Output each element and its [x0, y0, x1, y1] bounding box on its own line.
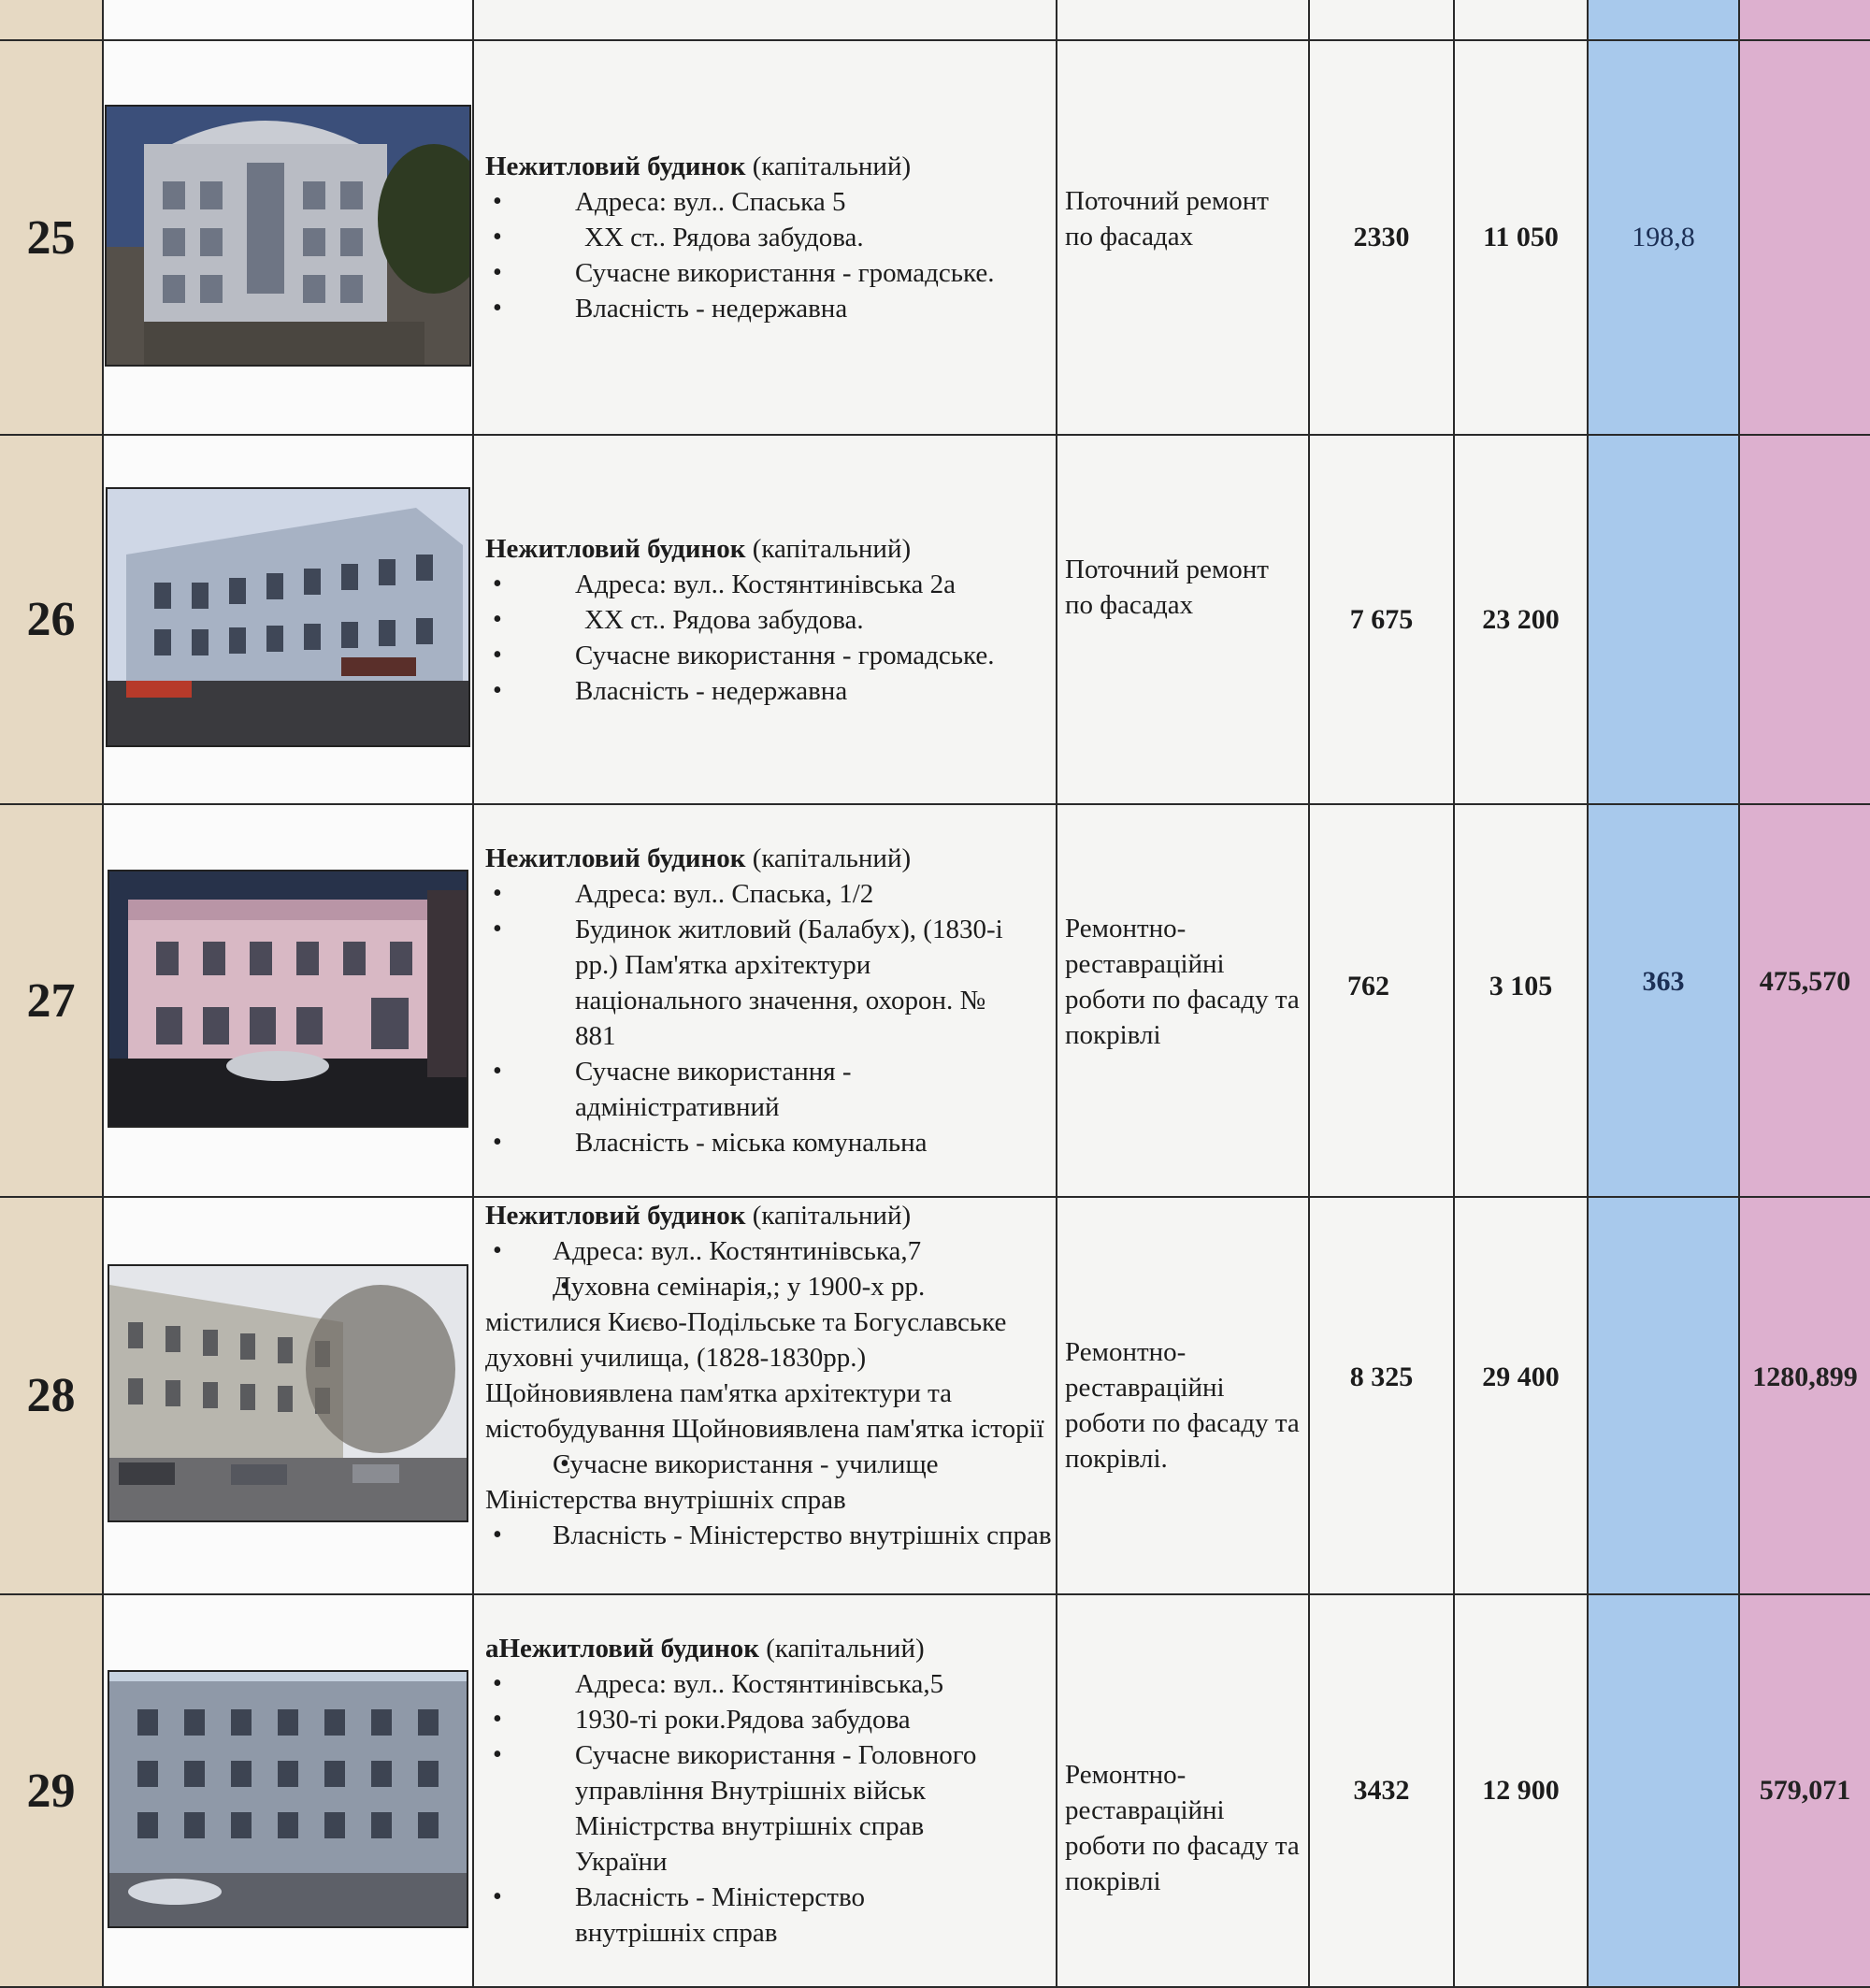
detail-ownership: • Власність - міська комунальна [485, 1125, 1046, 1160]
blue-value [1588, 1197, 1739, 1594]
area-cell [1309, 0, 1454, 40]
table-row [0, 435, 1870, 804]
pink-value: 1280,899 [1739, 1197, 1870, 1594]
detail-ownership: • Власність - недержавна [485, 291, 1046, 326]
building-details-list [485, 184, 1046, 326]
area-value: 3432 [1309, 1594, 1454, 1987]
table-row [0, 804, 1870, 1197]
photo-cell [103, 435, 473, 804]
area-value: 8 325 [1309, 1197, 1454, 1594]
area-value: 11 050 [1454, 40, 1588, 435]
area-cell [1454, 0, 1588, 40]
detail-ownership: • Власність - недержавна [485, 673, 1046, 709]
area-value: 762 [1309, 804, 1454, 1197]
detail-usage: • Сучасне використання - адміністративний [485, 1054, 1046, 1125]
detail-history: • Духовна семінарія,; у 1900-х рр. містилися Києво-Подільське та Богуславське духовні училища, (1828-1830рр.) Щойновиявлена пам'ятка архітектури та містобудування Щойновиявлена пам'ятка історії [485, 1269, 1046, 1447]
area-value: 29 400 [1454, 1197, 1588, 1594]
building-title: Нежитловий будинок (капітальний) [485, 1201, 912, 1231]
area-value: 2330 [1309, 40, 1454, 435]
photo-cell [103, 1197, 473, 1594]
building-details-list [485, 1233, 1052, 1553]
blue-value [1588, 435, 1739, 804]
detail-address: • Адреса: вул.. Спаська 5 [485, 184, 1046, 220]
pink-value [1739, 435, 1870, 804]
building-title: Нежитловий будинок (капітальний) [485, 151, 912, 181]
blue-value: 198,8 [1588, 40, 1739, 435]
works-cell: Поточний ремонт по фасадах [1057, 40, 1309, 435]
works-cell: Ремонтно-реставраційні роботи по фасаду та покрівлі. [1057, 1197, 1309, 1594]
row-number: 27 [0, 804, 103, 1197]
area-value: 3 105 [1454, 804, 1588, 1197]
description-cell [473, 435, 1057, 804]
description-cell [473, 40, 1057, 435]
pink-value: 579,071 [1739, 1594, 1870, 1987]
pink-value: 475,570 [1739, 804, 1870, 1197]
works-cell: Поточний ремонт по фасадах [1057, 435, 1309, 804]
description-cell [473, 1594, 1057, 1987]
detail-ownership: • Власність - Міністерство внутрішніх справ [485, 1518, 1046, 1553]
table-row [0, 40, 1870, 435]
description-cell [473, 1197, 1057, 1594]
detail-ownership: • Власність - Міністерство внутрішніх справ [485, 1880, 1046, 1951]
detail-period: • XX ст.. Рядова забудова. [485, 220, 1046, 255]
photo-cell [103, 40, 473, 435]
photo-building-spaska-5 [105, 105, 471, 367]
building-details-list [485, 876, 1046, 1160]
detail-address: • Адреса: вул.. Костянтинівська,7 [485, 1233, 1046, 1269]
building-title: аНежитловий будинок (капітальний) [485, 1634, 925, 1664]
pink-value [1739, 40, 1870, 435]
building-details-list [485, 1666, 1046, 1951]
detail-usage: • Сучасне використання - громадське. [485, 638, 1046, 673]
detail-usage: • Сучасне використання - Головного управління Внутрішніх військ Міністрства внутрішніх справ України [485, 1737, 1046, 1880]
works-cell: Ремонтно-реставраційні роботи по фасаду та покрівлі [1057, 1594, 1309, 1987]
blue-value-cell [1588, 0, 1739, 40]
photo-building-kostiantynivska-5 [108, 1670, 468, 1928]
pink-value-cell [1739, 0, 1870, 40]
blue-value [1588, 1594, 1739, 1987]
building-details-list [485, 567, 1046, 709]
row-number: 26 [0, 435, 103, 804]
building-title: Нежитловий будинок (капітальний) [485, 533, 912, 564]
detail-usage: • Сучасне використання - училище Міністерства внутрішніх справ [485, 1447, 1046, 1518]
table-row [0, 1197, 1870, 1594]
detail-period: • 1930-ті роки.Рядова забудова [485, 1702, 1046, 1737]
photo-cell [103, 1594, 473, 1987]
photo-building-spaska-1-2 [108, 870, 468, 1128]
table-row-top-partial [0, 0, 1870, 40]
area-value: 7 675 [1309, 435, 1454, 804]
row-number: 29 [0, 1594, 103, 1987]
works-cell [1057, 0, 1309, 40]
row-number: 25 [0, 40, 103, 435]
photo-building-kostiantynivska-2a [106, 487, 470, 747]
detail-address: • Адреса: вул.. Спаська, 1/2 [485, 876, 1046, 912]
number-cell [0, 0, 103, 40]
table-row [0, 1594, 1870, 1987]
detail-history: • Будинок житловий (Балабух), (1830-і рр.) Пам'ятка архітектури національного значення, охорон. № 881 [485, 912, 1046, 1054]
detail-usage: • Сучасне використання - громадське. [485, 255, 1046, 291]
blue-value: 363 [1588, 804, 1739, 1197]
detail-address: • Адреса: вул.. Костянтинівська,5 [485, 1666, 1046, 1702]
works-cell: Ремонтно-реставраційні роботи по фасаду та покрівлі [1057, 804, 1309, 1197]
building-title: Нежитловий будинок (капітальний) [485, 843, 912, 873]
photo-building-kostiantynivska-7 [108, 1264, 468, 1522]
description-cell [473, 0, 1057, 40]
row-number: 28 [0, 1197, 103, 1594]
area-value: 12 900 [1454, 1594, 1588, 1987]
photo-cell [103, 804, 473, 1197]
description-cell [473, 804, 1057, 1197]
photo-cell [103, 0, 473, 40]
detail-period: • XX ст.. Рядова забудова. [485, 602, 1046, 638]
area-value: 23 200 [1454, 435, 1588, 804]
detail-address: • Адреса: вул.. Костянтинівська 2а [485, 567, 1046, 602]
